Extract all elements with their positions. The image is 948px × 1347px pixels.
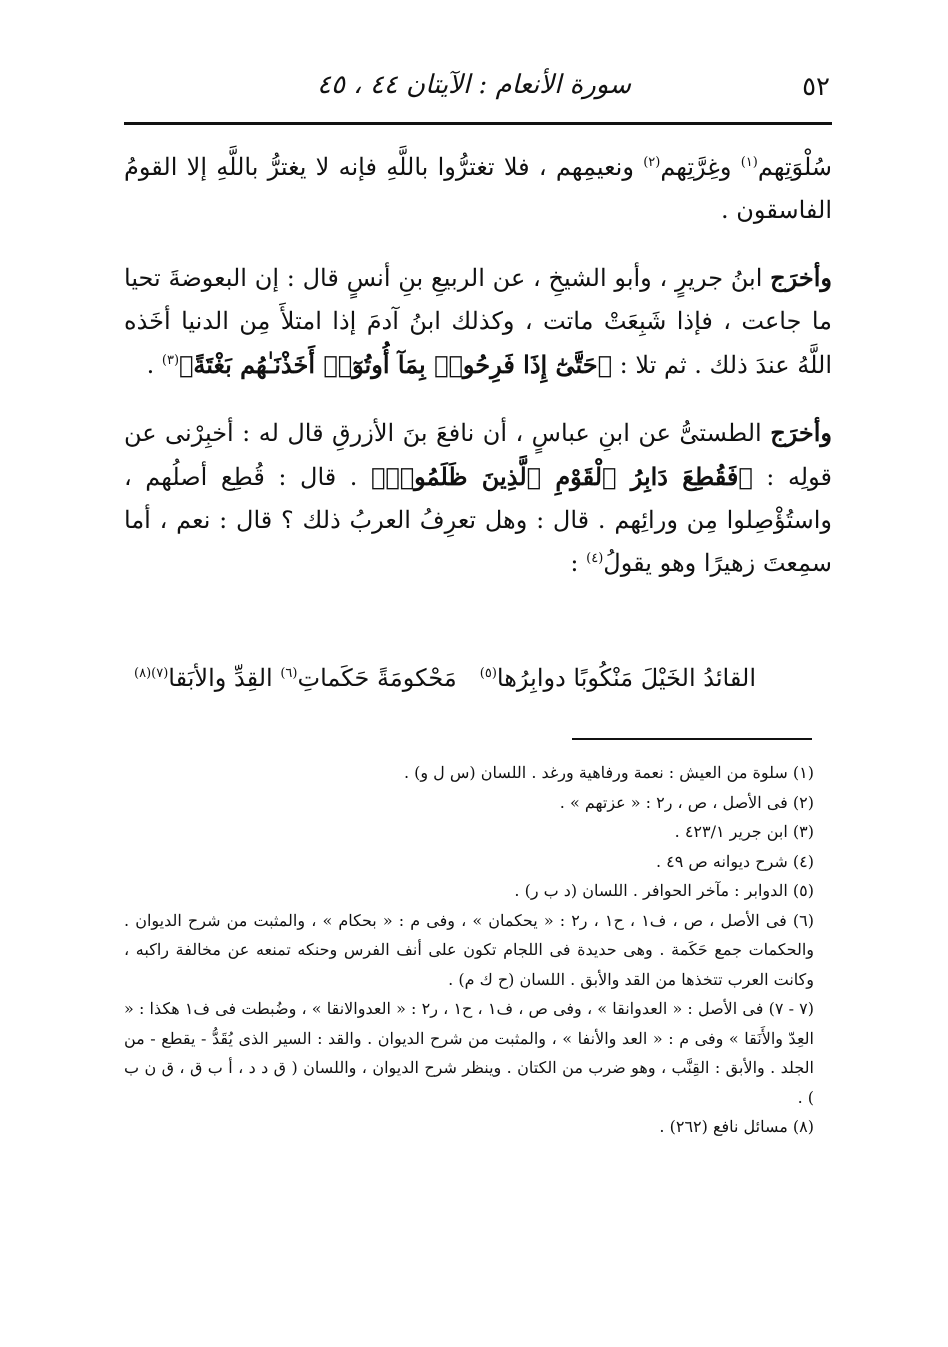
footnote: (٦) فى الأصل ، ص ، ف١ ، ح١ ، ر٢ : « يحكمان » ، وفى م : « بحكام » ، والمثبت من شرح الديوان . والحكمات جمع حَكَمة . وهى حديدة فى اللجام تكون على أنف الفرس وحنكه تمنعه عن مخالفة راكبه ، وكانت العرب تتخذها من القد والأبق . اللسان (ح ك م) .: [124, 910, 814, 989]
page-number: ٥٢: [802, 72, 830, 102]
header-rule: [124, 122, 832, 125]
footnote-ref: (٥): [479, 666, 497, 681]
quran-quote: ﴿حَتَّىٰٓ إِذَا فَرِحُوا۟ بِمَآ أُوتُوٓا۟ أَخَذْنَـٰهُم بَغْتَةً﴾: [179, 350, 613, 379]
footnote: (٧ - ٧) فى الأصل : « العدوانقا » ، وفى ص ، ف١ ، ح١ ، ر٢ : « العدوالانقا » ، وضُبطت فى ف١ هكذا : « العِدّ والأَنَقا » وفى م : « العد والأنفا » ، والمثبت من شرح الديوان . والقد : السير الذى يُقَدُّ - يقطع - من الجلد . والأبق : القِنَّب ، وهو ضرب من الكتان . وينظر شرح الديوان ، واللسان ( ق د د ، أ ب ق ، ق ن ب ) .: [124, 999, 814, 1107]
paragraph-3: وأخرَج الطستىُّ عن ابنِ عباسٍ ، أن نافعَ بنَ الأزرقِ قال له : أخبِرْنى عن قولِه : ﴿فَقُطِعَ دَابِرُ ٱلْقَوْمِ ٱلَّذِينَ ظَلَمُوا۟﴾ . قال : قُطِع أصلُهم ، واستُؤْصِلوا مِن ورائِهم . قال : وهل تعرِفُ العربُ ذلك ؟ قال : نعم ، أما سمِعتَ زهيرًا وهو يقولُ$^{(٤)}$ :: [124, 418, 833, 577]
verse-first-hemistich: القائدُ الخَيْلَ مَنْكُوبًا دوابِرُها$^{(٥)}$: [479, 664, 756, 692]
footnote: (٣) ابن جرير ٤٢٣/١ .: [674, 822, 814, 841]
verse-second-hemistich: مَحْكومَةً حَكَماتِ$^{(٦)}$ القِدِّ والأبَقا$^{(٧)(٨)}$: [134, 664, 457, 692]
footnote-rule: [572, 738, 812, 740]
footnotes: [124, 758, 814, 1142]
footnote: (٤) شرح ديوانه ص ٤٩ .: [655, 851, 814, 871]
footnote-ref: (٦): [280, 666, 298, 681]
footnote-ref: (٣): [161, 353, 180, 368]
footnote-ref: (١): [740, 155, 758, 170]
main-text: [124, 146, 832, 609]
footnote: (١) سلوة من العيش : نعمة ورفاهية ورغد . اللسان (س ل و) .: [403, 763, 814, 782]
footnote-ref: (٢): [643, 155, 661, 170]
footnote: (٢) فى الأصل ، ص ، ر٢ : « عزتهم » .: [559, 792, 814, 812]
page-header: [118, 66, 830, 106]
quran-quote: ﴿فَقُطِعَ دَابِرُ ٱلْقَوْمِ ٱلَّذِينَ ظَلَمُوا۟﴾: [370, 462, 753, 491]
footnote: (٨) مسائل نافع (٢٦٢) .: [659, 1117, 814, 1136]
poetry-verse: [124, 664, 832, 708]
footnote: (٥) الدوابر : مآخر الحوافر . اللسان (د ب ر) .: [514, 881, 814, 900]
footnote-ref: (٤): [586, 551, 604, 566]
paragraph-1: سُلْوَتِهم$^{(١)}$ وغِرَّتِهم$^{(٢)}$ ونعيمِهم ، فلا تغترُّوا باللَّهِ فإنه لا يغترُّ باللَّهِ إلا القومُ الفاسقون .: [124, 153, 833, 224]
running-title: سورة الأنعام : الآيتان ٤٤ ، ٤٥: [316, 70, 631, 100]
footnote-ref: (٧)(٨): [134, 666, 169, 681]
paragraph-2: وأخرَج ابنُ جريرٍ ، وأبو الشيخِ ، عن الربيعِ بنِ أنسٍ قال : إن البعوضةَ تحيا ما جاعت ، فإذا شَبِعَتْ ماتت ، وكذلك ابنُ آدمَ إذا امتلأَ مِن الدنيا أخَذه اللَّهُ عندَ ذلك . ثم تلا : ﴿حَتَّىٰٓ إِذَا فَرِحُوا۟ بِمَآ أُوتُوٓا۟ أَخَذْنَـٰهُم بَغْتَةً﴾$^{(٣)}$ .: [124, 263, 832, 379]
